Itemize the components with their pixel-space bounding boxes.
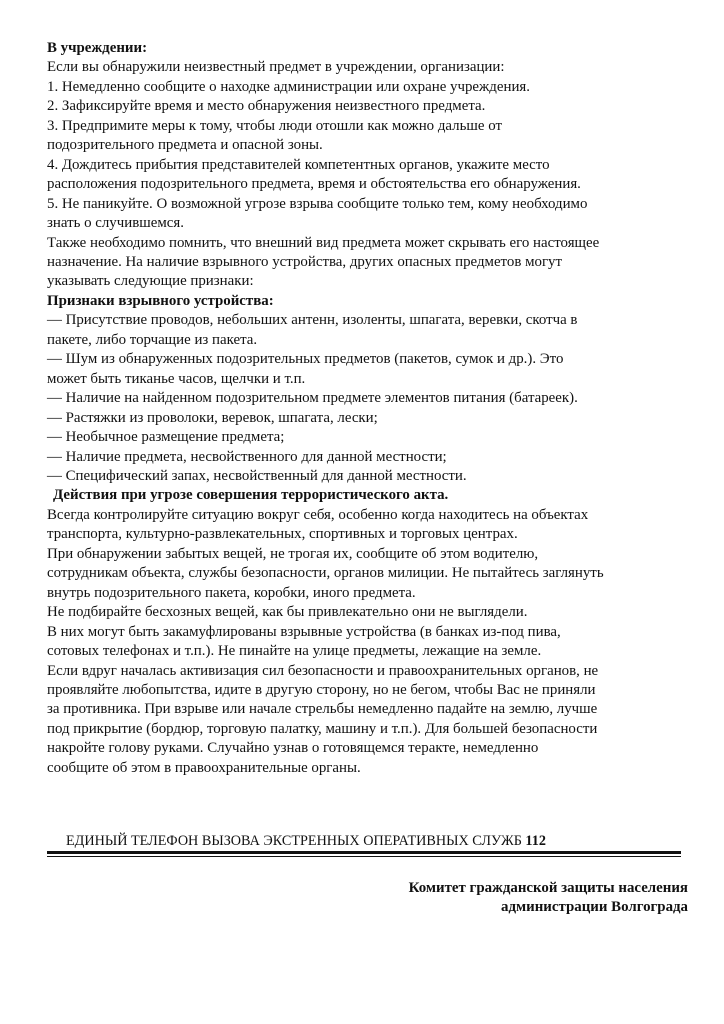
text-line: внутрь подозрительного пакета, коробки, иного предмета. [47, 584, 416, 601]
issuer-signature [300, 879, 688, 917]
text-line: Если вдруг началась активизация сил безопасности и правоохранительных органов, не [47, 662, 599, 679]
text-line: — Присутствие проводов, небольших антенн, изоленты, шпагата, веревки, скотча в [47, 312, 578, 329]
text-line: 1. Немедленно сообщите о находке администрации или охране учреждения. [47, 78, 531, 95]
text-line: может быть тиканье часов, щелчки и т.п. [47, 370, 306, 387]
issuer-line-2: администрации Волгограда [501, 899, 688, 915]
text-line: В них могут быть закамуфлированы взрывные устройства (в банках из-под пива, [47, 623, 561, 640]
section-heading: Признаки взрывного устройства: [47, 292, 274, 309]
text-line: — Шум из обнаруженных подозрительных предметов (пакетов, сумок и др.). Это [47, 351, 564, 368]
divider-thin [47, 856, 681, 857]
emergency-phone-line [66, 832, 686, 850]
text-line: транспорта, культурно-развлекательных, спортивных и торговых центрах. [47, 526, 518, 543]
text-line: Если вы обнаружили неизвестный предмет в учреждении, организации: [47, 59, 505, 76]
text-line: сообщите об этом в правоохранительные органы. [47, 759, 361, 776]
text-line: Также необходимо помнить, что внешний вид предмета может скрывать его настоящее [47, 234, 600, 251]
emergency-phone-number: 112 [525, 833, 546, 849]
text-line: — Наличие предмета, несвойственного для данной местности; [47, 448, 447, 465]
emergency-phone-text: ЕДИНЫЙ ТЕЛЕФОН ВЫЗОВА ЭКСТРЕННЫХ ОПЕРАТИВНЫХ СЛУЖБ [66, 833, 522, 849]
text-line: 5. Не паникуйте. О возможной угрозе взрыва сообщите только тем, кому необходимо [47, 195, 588, 212]
text-line: 4. Дождитесь прибытия представителей компетентных органов, укажите место [47, 156, 550, 173]
text-line: — Необычное размещение предмета; [47, 429, 285, 446]
divider-thick [47, 851, 681, 854]
text-line: пакете, либо торчащие из пакета. [47, 331, 258, 348]
text-line: 2. Зафиксируйте время и место обнаружения неизвестного предмета. [47, 98, 486, 115]
text-line: — Растяжки из проволоки, веревок, шпагата, лески; [47, 409, 378, 426]
document-body [47, 39, 687, 778]
text-line: сотовых телефонах и т.п.). Не пинайте на улице предметы, лежащие на земле. [47, 643, 542, 660]
text-line: подозрительного предмета и опасной зоны. [47, 137, 323, 154]
text-line: проявляйте любопытства, идите в другую сторону, но не бегом, чтобы Вас не приняли [47, 681, 596, 698]
text-line: — Специфический запах, несвойственный для данной местности. [47, 467, 467, 484]
text-line: указывать следующие признаки: [47, 273, 254, 290]
text-line: накройте голову руками. Случайно узнав о готовящемся теракте, немедленно [47, 740, 539, 757]
text-line: 3. Предпримите меры к тому, чтобы люди отошли как можно дальше от [47, 117, 502, 134]
text-line: Всегда контролируйте ситуацию вокруг себя, особенно когда находитесь на объектах [47, 506, 589, 523]
text-line: расположения подозрительного предмета, время и обстоятельства его обнаружения. [47, 176, 581, 193]
text-line: сотрудникам объекта, службы безопасности, органов милиции. Не пытайтесь заглянуть [47, 565, 604, 582]
section-heading: В учреждении: [47, 40, 148, 56]
text-line: — Наличие на найденном подозрительном предмете элементов питания (батареек). [47, 390, 578, 407]
text-line: Не подбирайте бесхозных вещей, как бы привлекательно они не выглядели. [47, 604, 528, 621]
text-line: знать о случившемся. [47, 215, 184, 232]
text-line: за противника. При взрыве или начале стрельбы немедленно падайте на землю, лучше [47, 701, 598, 718]
section-heading: Действия при угрозе совершения террористического акта. [53, 487, 449, 504]
issuer-line-1: Комитет гражданской защиты населения [408, 880, 688, 896]
text-line: под прикрытие (бордюр, торговую палатку, машину и т.п.). Для большей безопасности [47, 720, 598, 737]
text-line: назначение. На наличие взрывного устройства, других опасных предметов могут [47, 253, 562, 270]
text-line: При обнаружении забытых вещей, не трогая их, сообщите об этом водителю, [47, 545, 539, 562]
